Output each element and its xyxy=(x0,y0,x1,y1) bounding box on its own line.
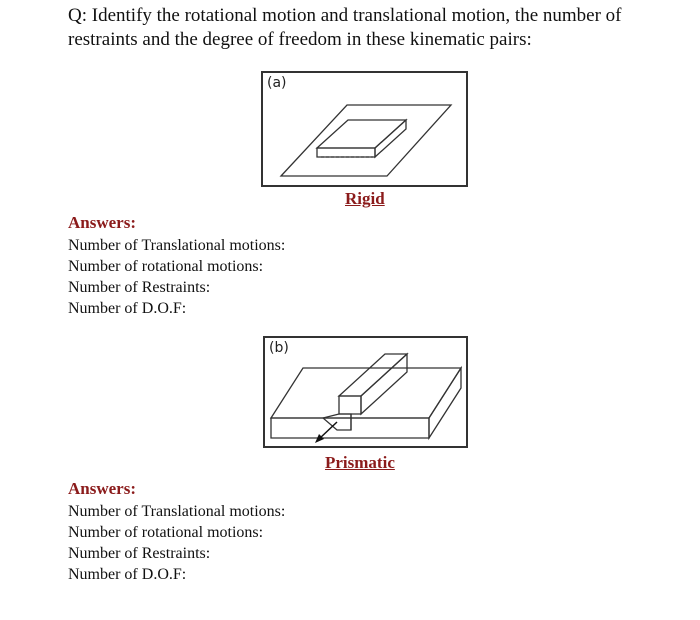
caption-rigid: Rigid xyxy=(345,189,385,208)
answers-block-a xyxy=(68,211,285,319)
slider-side xyxy=(361,354,407,414)
answers-block-b xyxy=(68,477,285,585)
figure-a-rigid-pair xyxy=(261,71,468,187)
answer-line-translational-b: Number of Translational motions: xyxy=(68,503,286,520)
block-side xyxy=(375,120,406,157)
answers-title-b: Answers: xyxy=(68,479,136,498)
block-top xyxy=(317,120,406,148)
slider-front xyxy=(339,396,361,414)
answer-line-restraints-a: Number of Restraints: xyxy=(68,279,211,296)
base-block-side xyxy=(429,368,461,438)
slider-top xyxy=(339,354,407,396)
prismatic-pair-diagram xyxy=(265,338,470,450)
answer-line-rotational-a: Number of rotational motions: xyxy=(68,258,264,275)
block-front xyxy=(317,148,375,157)
caption-prismatic: Prismatic xyxy=(325,453,395,472)
answer-line-translational-a: Number of Translational motions: xyxy=(68,237,286,254)
base-plane xyxy=(281,105,451,176)
answer-line-restraints-b: Number of Restraints: xyxy=(68,545,211,562)
answer-line-dof-b: Number of D.O.F: xyxy=(68,566,187,583)
answer-line-rotational-b: Number of rotational motions: xyxy=(68,524,264,541)
rigid-pair-diagram xyxy=(263,73,470,189)
answers-title-a: Answers: xyxy=(68,213,136,232)
base-block-front xyxy=(271,418,429,438)
base-block-top xyxy=(271,368,461,418)
figure-b-label: (b) xyxy=(269,340,289,356)
figure-b-prismatic-pair xyxy=(263,336,468,448)
direction-arrow xyxy=(315,422,337,443)
figure-a-label: (a) xyxy=(267,75,287,91)
answer-line-dof-a: Number of D.O.F: xyxy=(68,300,187,317)
question-text: Q: Identify the rotational motion and translational motion, the number of restraints and the degree of freedom in these kinematic pairs: xyxy=(68,5,622,50)
